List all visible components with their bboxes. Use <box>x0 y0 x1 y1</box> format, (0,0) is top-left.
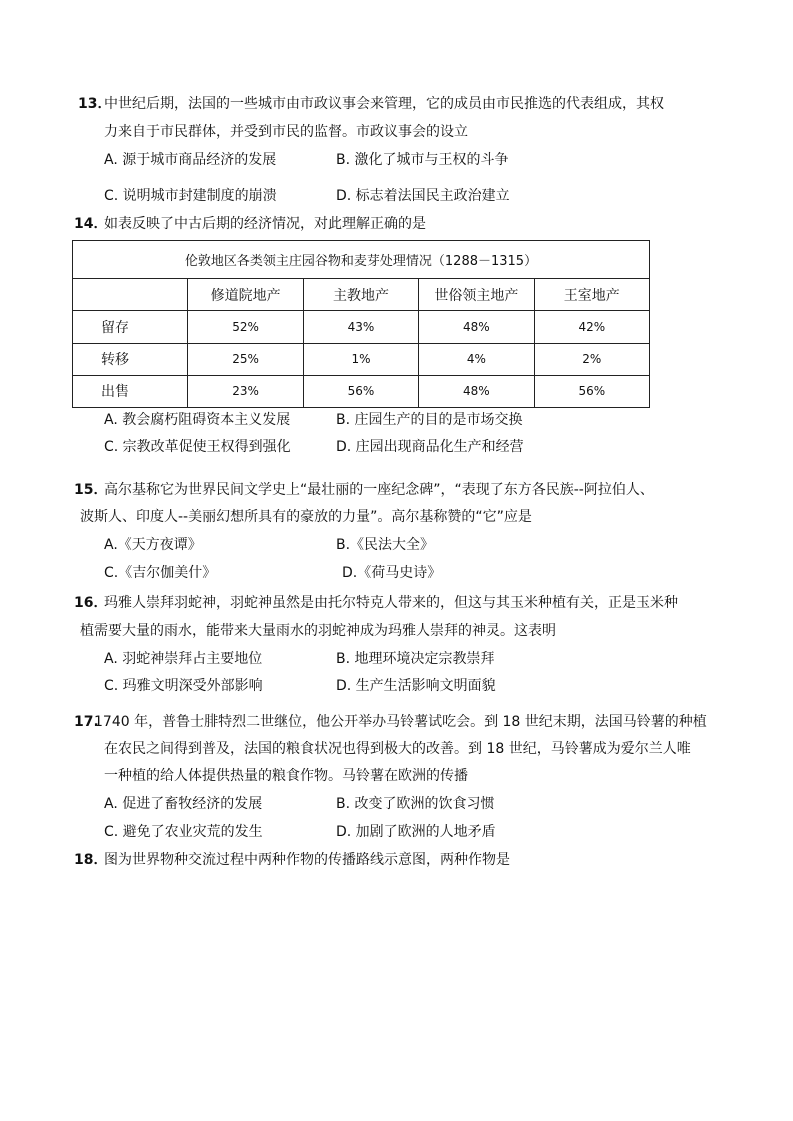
row-label: 转移 <box>73 343 188 375</box>
q17-option-b[interactable]: B. 改变了欧洲的饮食习惯 <box>336 796 495 812</box>
table-cell: 43% <box>303 311 418 343</box>
q13-number: 13． <box>78 96 112 112</box>
table-cell: 42% <box>534 311 649 343</box>
q18-stem: 图为世界物种交流过程中两种作物的传播路线示意图，两种作物是 <box>104 852 510 868</box>
q13-stem-line2: 力来自于市民群体，并受到市民的监督。市政议事会的设立 <box>104 124 468 140</box>
table-cell: 56% <box>303 375 418 407</box>
q15-option-b[interactable]: B.《民法大全》 <box>336 537 435 553</box>
q13-option-d[interactable]: D. 标志着法国民主政治建立 <box>336 188 510 204</box>
column-header: 修道院地产 <box>188 279 303 311</box>
q13-stem-line1: 中世纪后期，法国的一些城市由市政议事会来管理，它的成员由市民推选的代表组成，其权 <box>104 96 664 112</box>
q15-stem-line1: 高尔基称它为世界民间文学史上“最壮丽的一座纪念碑”，“表现了东方各民族--阿拉伯人、 <box>104 482 654 498</box>
q16-option-d[interactable]: D. 生产生活影响文明面貌 <box>336 678 496 694</box>
q17-option-d[interactable]: D. 加剧了欧洲的人地矛盾 <box>336 824 496 840</box>
q15-option-d[interactable]: D.《荷马史诗》 <box>342 565 442 581</box>
column-header: 世俗领主地产 <box>419 279 534 311</box>
q16-option-a[interactable]: A. 羽蛇神崇拜占主要地位 <box>104 651 263 667</box>
q13-option-a[interactable]: A. 源于城市商品经济的发展 <box>104 152 277 168</box>
table-cell: 52% <box>188 311 303 343</box>
table-cell: 1% <box>303 343 418 375</box>
q15-option-c[interactable]: C.《吉尔伽美什》 <box>104 565 217 581</box>
q18-number: 18． <box>74 852 108 868</box>
q14-option-c[interactable]: C. 宗教改革促使王权得到强化 <box>104 439 291 455</box>
table-corner-cell <box>73 279 188 311</box>
q17-number: 17. <box>74 714 99 730</box>
table-cell: 4% <box>419 343 534 375</box>
q13-option-b[interactable]: B. 激化了城市与王权的斗争 <box>336 152 509 168</box>
q17-option-c[interactable]: C. 避免了农业灾荒的发生 <box>104 824 263 840</box>
table-caption: 伦敦地区各类领主庄园谷物和麦芽处理情况（1288－1315） <box>73 241 650 279</box>
table-cell: 56% <box>534 375 649 407</box>
q17-stem-line1: 1740 年，普鲁士腓特烈二世继位，他公开举办马铃薯试吃会。到 18 世纪末期，法国马铃薯的种植 <box>94 714 707 730</box>
q13-option-c[interactable]: C. 说明城市封建制度的崩溃 <box>104 188 277 204</box>
q17-option-a[interactable]: A. 促进了畜牧经济的发展 <box>104 796 263 812</box>
q15-option-a[interactable]: A.《天方夜谭》 <box>104 537 202 553</box>
q14-option-a[interactable]: A. 教会腐朽阻碍资本主义发展 <box>104 412 291 428</box>
q14-stem: 如表反映了中古后期的经济情况，对此理解正确的是 <box>104 216 426 232</box>
table-cell: 48% <box>419 375 534 407</box>
table-cell: 2% <box>534 343 649 375</box>
table-cell: 25% <box>188 343 303 375</box>
q14-option-b[interactable]: B. 庄园生产的目的是市场交换 <box>336 412 523 428</box>
row-label: 留存 <box>73 311 188 343</box>
table-cell: 23% <box>188 375 303 407</box>
row-label: 出售 <box>73 375 188 407</box>
column-header: 主教地产 <box>303 279 418 311</box>
table-row <box>73 343 650 375</box>
q17-stem-line2: 在农民之间得到普及，法国的粮食状况也得到极大的改善。到 18 世纪，马铃薯成为爱尔兰人唯 <box>104 741 691 757</box>
q15-number: 15． <box>74 482 108 498</box>
table-row <box>73 311 650 343</box>
q16-stem-line2: 植需要大量的雨水，能带来大量雨水的羽蛇神成为玛雅人崇拜的神灵。这表明 <box>80 623 556 639</box>
q16-stem-line1: 玛雅人崇拜羽蛇神，羽蛇神虽然是由托尔特克人带来的，但这与其玉米种植有关，正是玉米种 <box>104 595 678 611</box>
table-row <box>73 375 650 407</box>
q16-option-c[interactable]: C. 玛雅文明深受外部影响 <box>104 678 263 694</box>
q16-option-b[interactable]: B. 地理环境决定宗教崇拜 <box>336 651 495 667</box>
column-header: 王室地产 <box>534 279 649 311</box>
q15-stem-line2: 波斯人、印度人--美丽幻想所具有的豪放的力量”。高尔基称赞的“它”应是 <box>80 509 532 525</box>
q14-number: 14． <box>74 216 108 232</box>
manor-grain-table <box>72 240 650 408</box>
q16-number: 16． <box>74 595 108 611</box>
q17-stem-line3: 一种植的给人体提供热量的粮食作物。马铃薯在欧洲的传播 <box>104 768 468 784</box>
q14-option-d[interactable]: D. 庄园出现商品化生产和经营 <box>336 439 524 455</box>
table-cell: 48% <box>419 311 534 343</box>
